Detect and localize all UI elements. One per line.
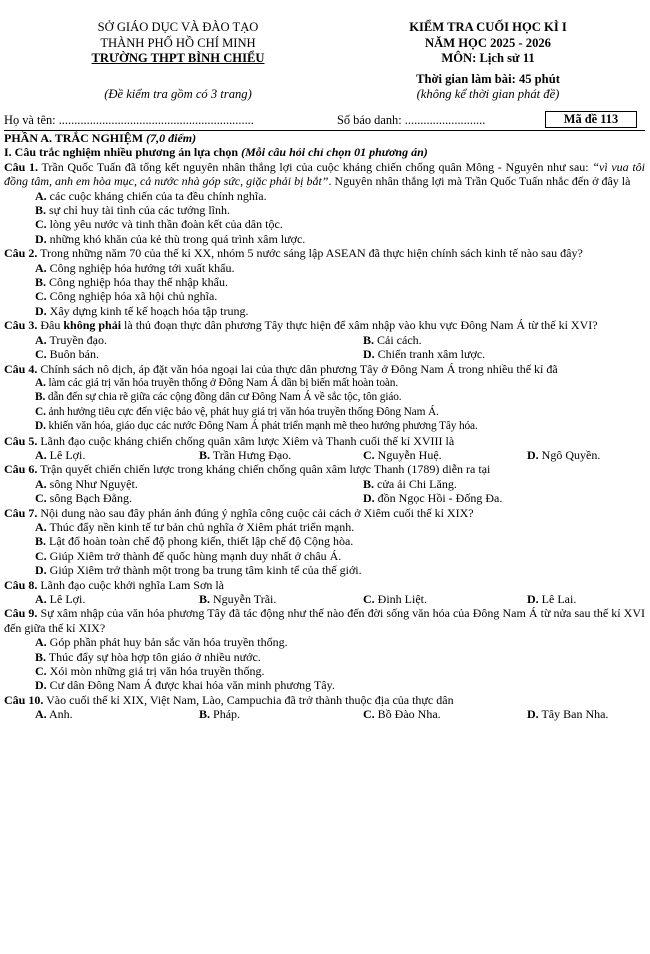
option-text: Xây dựng kinh tế kế hoạch hóa tập trung. — [46, 303, 249, 318]
student-id-field[interactable]: Số báo danh: .......................... — [337, 113, 486, 127]
question-number: Câu 2. — [4, 246, 38, 261]
option-text: cửa ải Chi Lăng. — [374, 476, 457, 491]
option-text: Lê Lai. — [538, 592, 577, 606]
question-stem — [4, 318, 645, 332]
question-number: Câu 10. — [4, 692, 44, 707]
pages-note: (Đề kiểm tra gồm có 3 trang) — [104, 86, 252, 101]
option-a[interactable] — [35, 477, 363, 491]
stem-emphasis: không phải — [63, 318, 122, 333]
option-text: Góp phần phát huy bản sắc văn hóa truyền thống. — [46, 635, 288, 650]
option-letter: C. — [35, 347, 47, 362]
option-letter: D. — [363, 491, 375, 506]
question-number: Câu 5. — [4, 433, 38, 448]
option-a[interactable] — [35, 261, 645, 275]
option-letter: C. — [35, 664, 47, 679]
option-c[interactable] — [35, 491, 363, 505]
department-line-1: SỞ GIÁO DỤC VÀ ĐÀO TẠO — [97, 20, 259, 34]
option-letter: B. — [35, 391, 46, 404]
question-stem — [4, 462, 645, 476]
option-text: Giúp Xiêm trở thành một trong ba trung tâm kinh tế của thế giới. — [46, 563, 362, 578]
question-stem — [4, 160, 645, 189]
option-c[interactable] — [35, 664, 645, 678]
stem-text: Trận quyết chiến chiến lược trong kháng chiến chống quân xâm lược Thanh (1789) diễn ra tại — [37, 462, 491, 477]
option-b[interactable] — [199, 448, 363, 462]
option-text: làm các giá trị văn hóa truyền thống ở Đông Nam Á dần bị biến mất hoàn toàn. — [45, 376, 399, 389]
question-number: Câu 1. — [4, 159, 39, 174]
option-d[interactable] — [35, 304, 645, 318]
question-9 — [4, 606, 645, 692]
option-text: Cư dân Đông Nam Á được khai hóa văn minh phương Tây. — [46, 678, 335, 693]
question-stem — [4, 434, 645, 448]
option-c[interactable] — [35, 549, 645, 563]
option-text: dẫn đến sự chia rẽ giữa các cộng đồng dân cư Đông Nam Á về sắc tộc, tôn giáo. — [45, 391, 402, 404]
option-a[interactable] — [35, 448, 199, 462]
option-text: Thúc đẩy nền kinh tế tư bản chủ nghĩa ở Xiêm phát triển mạnh. — [46, 519, 355, 534]
option-text: lòng yêu nước và tinh thần đoàn kết của dân tộc. — [46, 217, 283, 232]
option-text: Pháp. — [210, 707, 241, 722]
question-5 — [4, 434, 645, 463]
question-7 — [4, 506, 645, 578]
option-letter: D. — [527, 707, 539, 722]
stem-text: Lãnh đạo cuộc kháng chiến chống quân xâm lược Xiêm và Thanh cuối thế kỉ XVIII là — [37, 433, 455, 448]
option-a[interactable] — [35, 333, 363, 347]
option-b[interactable] — [35, 650, 645, 664]
exam-content — [4, 131, 645, 722]
option-letter: B. — [199, 707, 211, 722]
exam-title: KIỂM TRA CUỐI HỌC KÌ I — [409, 20, 567, 34]
option-d[interactable] — [527, 448, 645, 462]
option-text: những khó khăn của kẻ thù trong quá trình xâm lược. — [46, 231, 306, 246]
stem-text: . Nguyên nhân thắng lợi mà Trần Quốc Tuấn nhắc đến ở đây là — [328, 174, 631, 189]
option-text: Tây Ban Nha. — [538, 707, 609, 722]
option-letter: D. — [363, 347, 375, 362]
option-letter: D. — [35, 303, 47, 318]
option-a[interactable] — [35, 635, 645, 649]
option-letter: C. — [35, 217, 47, 232]
option-letter: A. — [35, 376, 46, 389]
option-text: sự chỉ huy tài tình của các tướng lĩnh. — [46, 203, 230, 218]
option-letter: D. — [35, 420, 46, 433]
option-letter: A. — [35, 519, 47, 534]
option-letter: A. — [35, 635, 47, 650]
option-letter: A. — [35, 476, 47, 491]
question-number: Câu 6. — [4, 462, 38, 477]
option-text: Công nghiệp hóa thay thế nhập khẩu. — [46, 275, 228, 290]
option-text: Truyền đạo. — [46, 332, 108, 347]
section-a-title — [4, 131, 645, 145]
question-8 — [4, 578, 645, 607]
option-list — [4, 520, 645, 578]
part-1-title — [4, 145, 645, 159]
option-d[interactable] — [35, 232, 645, 246]
option-letter: B. — [199, 447, 211, 462]
school-name: TRƯỜNG THPT BÌNH CHIỂU — [91, 51, 265, 65]
option-text: Nguyễn Huệ. — [374, 447, 442, 462]
stem-text: Chính sách nô dịch, áp đặt văn hóa ngoại lai của thực dân phương Tây ở Đông Nam Á trong nhiều thế kỉ đã — [37, 361, 558, 376]
question-6 — [4, 462, 645, 505]
option-c[interactable] — [363, 448, 527, 462]
option-text: ảnh hưởng tiêu cực đến việc bảo vệ, phát huy giá trị văn hóa truyền thống Đông Nam Á. — [45, 405, 439, 418]
option-d[interactable] — [35, 678, 645, 692]
option-letter: C. — [35, 405, 46, 418]
option-letter: C. — [35, 289, 47, 304]
time-note: (không kể thời gian phát đề) — [416, 87, 560, 101]
option-text: Bồ Đào Nha. — [374, 707, 441, 722]
option-text: đồn Ngọc Hồi - Đống Đa. — [374, 491, 503, 506]
option-letter: D. — [35, 231, 47, 246]
option-letter: B. — [35, 534, 47, 549]
option-list — [4, 707, 645, 721]
question-number: Câu 4. — [4, 361, 38, 376]
option-b[interactable] — [199, 707, 363, 721]
question-stem — [4, 693, 645, 707]
exam-code-box: Mã đề 113 — [545, 111, 637, 128]
option-text: khiến văn hóa, giáo dục các nước Đông Nam Á phát triển mạnh mẽ theo hướng phương Tây hóa. — [45, 420, 478, 433]
option-c[interactable] — [35, 347, 363, 361]
option-text: sông Bạch Đằng. — [46, 491, 132, 506]
option-text: Trần Hưng Đạo. — [210, 447, 292, 462]
option-text: Ngô Quyền. — [538, 447, 601, 462]
option-letter: D. — [527, 592, 539, 606]
question-1 — [4, 160, 645, 246]
option-letter: B. — [35, 275, 47, 290]
option-a[interactable] — [35, 189, 645, 203]
option-a[interactable] — [35, 376, 645, 390]
option-text: Đinh Liệt. — [374, 592, 427, 606]
option-letter: B. — [199, 592, 211, 606]
option-letter: C. — [363, 447, 375, 462]
exam-time: Thời gian làm bài: 45 phút — [416, 71, 560, 86]
question-number: Câu 3. — [4, 318, 38, 333]
stem-text: là thủ đoạn thực dân phương Tây thực hiện để xâm nhập vào khu vực Đông Nam Á từ thế kỉ XVI? — [121, 318, 598, 333]
option-list — [4, 448, 645, 462]
option-text: Cải cách. — [374, 332, 422, 347]
question-stem — [4, 362, 645, 376]
option-a[interactable] — [35, 707, 199, 721]
question-stem — [4, 246, 645, 260]
option-text: Lê Lợi. — [46, 447, 86, 462]
option-d[interactable] — [35, 563, 645, 577]
question-stem — [4, 506, 645, 520]
option-letter: C. — [363, 707, 375, 722]
option-b[interactable] — [363, 333, 645, 347]
option-letter: A. — [35, 592, 47, 606]
option-text: Giúp Xiêm trở thành đế quốc hùng mạnh duy nhất ở châu Á. — [46, 548, 342, 563]
option-letter: A. — [35, 188, 47, 203]
option-c[interactable] — [363, 592, 527, 606]
option-d[interactable] — [35, 419, 645, 433]
option-b[interactable] — [199, 592, 363, 606]
option-b[interactable] — [35, 390, 645, 404]
question-number: Câu 8. — [4, 577, 38, 592]
option-letter: B. — [363, 332, 375, 347]
option-c[interactable] — [35, 405, 645, 419]
stem-text: Sự xâm nhập của văn hóa phương Tây đã tác động như thế nào đến đời sống văn hóa của Đông Nam Á từ nửa sau thế kỉ XVI đến giữa thế kỉ XIX? — [4, 606, 646, 635]
option-c[interactable] — [35, 217, 645, 231]
question-number: Câu 9. — [4, 606, 38, 621]
option-c[interactable] — [363, 707, 527, 721]
question-number: Câu 7. — [4, 505, 38, 520]
option-text: Anh. — [46, 707, 73, 722]
department-line-2: THÀNH PHỐ HỒ CHÍ MINH — [100, 35, 256, 50]
option-text: Lê Lợi. — [46, 592, 86, 606]
option-text: Công nghiệp hóa hướng tới xuất khẩu. — [46, 260, 235, 275]
option-a[interactable] — [35, 592, 199, 606]
option-list — [4, 333, 645, 362]
option-letter: B. — [35, 649, 47, 664]
question-4 — [4, 362, 645, 434]
stem-text: Trần Quốc Tuấn đã tổng kết nguyên nhân thắng lợi của cuộc kháng chiến chống quân Mông - Nguyên như sau: — [38, 159, 593, 174]
header-left — [62, 20, 294, 102]
option-text: Buôn bán. — [46, 347, 100, 362]
option-text: Thúc đẩy sự hòa hợp tôn giáo ở nhiều nước. — [46, 649, 261, 664]
option-letter: D. — [527, 447, 539, 462]
option-letter: A. — [35, 332, 47, 347]
option-list — [4, 477, 645, 506]
header-right — [343, 20, 633, 103]
option-d[interactable] — [363, 491, 645, 505]
school-year: NĂM HỌC 2025 - 2026 — [425, 35, 551, 50]
option-letter: B. — [363, 476, 375, 491]
option-b[interactable] — [35, 275, 645, 289]
stem-quote: “vì vua tôi đồng tâm, anh em hòa mục, cả nước nhà góp sức, giặc phải bị bắt” — [4, 159, 645, 189]
option-text: sông Như Nguyệt. — [46, 476, 138, 491]
part-1-note: (Mỗi câu hỏi chỉ chọn 01 phương án) — [241, 145, 428, 160]
subject: MÔN: Lịch sử 11 — [441, 51, 535, 65]
option-a[interactable] — [35, 520, 645, 534]
option-text: Lật đổ hoàn toàn chế độ phong kiến, thiết lập chế độ Cộng hòa. — [46, 534, 354, 549]
name-field[interactable]: Họ và tên: ............................................................... — [4, 113, 254, 127]
option-text: Nguyễn Trãi. — [210, 592, 277, 606]
option-letter: C. — [363, 592, 375, 606]
option-text: Chiến tranh xâm lược. — [374, 347, 486, 362]
student-info-row — [4, 111, 644, 129]
question-3 — [4, 318, 645, 361]
stem-text: Trong những năm 70 của thế kỉ XX, nhóm 5 nước sáng lập ASEAN đã thực hiện chính sách kinh tế nào sau đây? — [37, 246, 583, 261]
option-list — [4, 592, 645, 606]
stem-text: Nội dung nào sau đây phản ánh đúng ý nghĩa công cuộc cải cách ở Xiêm cuối thế kỉ XIX? — [37, 505, 474, 520]
option-letter: A. — [35, 260, 47, 275]
option-d[interactable] — [363, 347, 645, 361]
stem-text: Đâu — [37, 318, 64, 333]
option-list — [4, 261, 645, 319]
question-2 — [4, 246, 645, 318]
stem-text: Vào cuối thế kỉ XIX, Việt Nam, Lào, Campuchia đã trở thành thuộc địa của thực dân — [43, 692, 454, 707]
option-list — [4, 189, 645, 247]
option-c[interactable] — [35, 289, 645, 303]
option-list — [4, 635, 645, 693]
option-letter: B. — [35, 203, 47, 218]
option-d[interactable] — [527, 707, 645, 721]
option-text: Công nghiệp hóa xã hội chủ nghĩa. — [46, 289, 218, 304]
option-letter: D. — [35, 678, 47, 693]
option-text: các cuộc kháng chiến của ta đều chính nghĩa. — [46, 188, 267, 203]
option-letter: A. — [35, 447, 47, 462]
option-list — [4, 376, 645, 434]
section-a-points: (7,0 điểm) — [146, 131, 197, 145]
option-d[interactable] — [527, 592, 645, 606]
option-b[interactable] — [35, 534, 645, 548]
option-b[interactable] — [35, 203, 645, 217]
part-1-label: I. Câu trắc nghiệm nhiều phương án lựa chọn — [4, 145, 242, 160]
option-letter: C. — [35, 548, 47, 563]
question-stem — [4, 606, 645, 635]
section-a-label: PHẦN A. TRẮC NGHIỆM — [4, 131, 147, 145]
option-text: Xói mòn những giá trị văn hóa truyền thống. — [46, 664, 265, 679]
option-letter: C. — [35, 491, 47, 506]
question-10 — [4, 693, 645, 722]
question-stem — [4, 578, 645, 592]
stem-text: Lãnh đạo cuộc khởi nghĩa Lam Sơn là — [37, 577, 224, 592]
option-letter: A. — [35, 707, 47, 722]
option-letter: D. — [35, 563, 47, 578]
option-b[interactable] — [363, 477, 645, 491]
